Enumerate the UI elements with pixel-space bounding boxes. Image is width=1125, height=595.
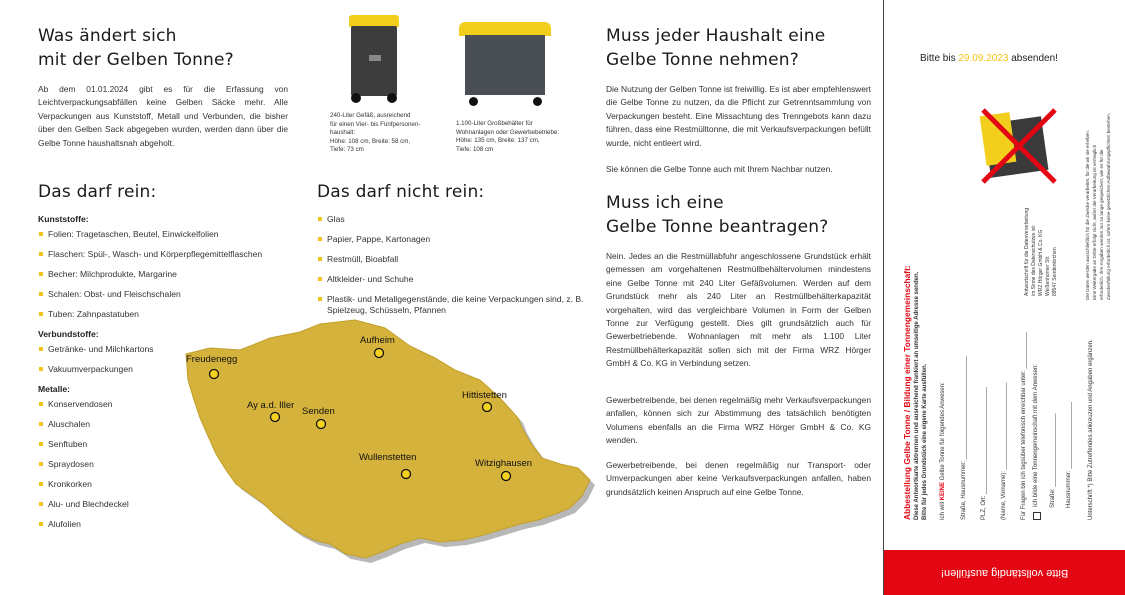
town-label: Witzighausen <box>475 458 533 469</box>
group-title: Kunststoffe: <box>38 214 89 224</box>
bin-240-image <box>345 15 405 105</box>
not-allowed-list <box>317 214 587 325</box>
town-marker <box>271 413 280 422</box>
address-line: WRZ Hörger GmbH & Co. KG <box>1038 229 1044 296</box>
list-item: Becher: Milchprodukte, Margarine <box>38 269 318 280</box>
heading-line: Muss jeder Haushalt eine <box>606 26 826 46</box>
list-item: Glas <box>317 214 587 225</box>
town-label: Wullenstetten <box>359 452 417 463</box>
address-line: im Sinne des Datenschutzes ist: <box>1031 224 1037 296</box>
group-title: Metalle: <box>38 384 70 394</box>
line-prefix: Ich will <box>940 500 947 520</box>
town-marker <box>375 349 384 358</box>
caption-line: Tiefe: 73 cm <box>330 146 364 154</box>
privacy-line: Die Daten werden ausschließlich für die Zwecke verarbeitet, für die wir sie erheben. <box>1085 129 1090 300</box>
address-line: 89547 Sendenkirchen <box>1052 247 1058 296</box>
name-field[interactable]: (Name, Vorname): __________________________ <box>1001 382 1008 520</box>
deadline-date: 29.09.2023 <box>958 53 1009 64</box>
banner-text: Bitte vollständig ausfüllen! <box>941 566 1069 579</box>
q2-paragraph-2: Gewerbetreibende, bei denen regelmäßig mehr Verkaufsverpackungen anfallen, können sich zur Abstimmung des tatsächlich benötigten Volumens ebenfalls an die Firma WRZ Hörger GmbH & Co. KG wenden. <box>606 395 871 446</box>
street2-field[interactable]: Straße: ______________________ <box>1049 413 1056 508</box>
town-marker <box>210 370 219 379</box>
heading-line: mit der Gelben Tonne? <box>38 50 234 70</box>
list-item: Konservendosen <box>38 399 318 410</box>
bin-1100-image <box>455 22 555 107</box>
privacy-line: erforderlich. Ihre Angaben werden nur so lange gespeichert, wie es für die <box>1099 149 1104 300</box>
signature-field[interactable]: Unterschrift *) Bitte Zutreffendes ankreuzen und Angaben ergänzen. <box>1088 339 1095 520</box>
q1-paragraph-2: Sie können die Gelbe Tonne auch mit Ihrem Nachbar nutzen. <box>606 164 833 174</box>
q2-paragraph-3: Gewerbetreibende, bei denen regelmäßig nur Transport- oder Umverpackungen aber keine Verkaufsverpackungen anfallen, haben grundsätzlich keinen Anspruch auf eine Gelbe Tonne. <box>606 460 871 497</box>
section-heading-changes <box>38 24 278 72</box>
not-allowed-heading: Das darf nicht rein: <box>317 182 485 202</box>
list-item: Alu- und Blechdeckel <box>38 499 318 510</box>
plz-field[interactable]: PLZ, Ort: ________________________________ <box>980 387 987 520</box>
form-instruction: Bitte für jedes Grundstück eine eigene Karte ausfüllen. <box>922 363 929 520</box>
form-title: Abbestellung Gelbe Tonne / Bildung einer Tonnengemeinschaft: <box>902 265 912 520</box>
housenumber-field[interactable]: Hausnummer: ____________________ <box>1065 401 1072 508</box>
town-label: Senden <box>302 406 335 417</box>
bin-240-caption <box>330 112 450 155</box>
privacy-block <box>1084 85 1112 300</box>
caption-line: haushalt: <box>330 129 356 137</box>
q2-paragraph-1: Nein. Jedes an die Restmüllabfuhr angeschlossene Grundstück erhält gemessen am vorgehaltenen Restmüllbehältervolumen mindestens eine Gelbe Tonne mit 240 Liter Gefäßvolumen. Werden auf dem Grundstück mehr als 240 Liter an Restmüllbehälterkapazität vorgehalten, wird das vergleichbare Volumen in Form der Gelben Tonne zur Verfügung gestellt. Dies gilt grundsätzlich auch für Gewerbetriebende. Wohnanlagen mit mehr als 1.100 Liter Restmüllbehälterkapazität sollen sich mit der Firma WRZ Hörger GmbH & Co. KG in Verbindung setzen. <box>606 251 871 369</box>
list-item: Schalen: Obst- und Fleischschalen <box>38 289 318 300</box>
town-label: Freudenegg <box>186 354 238 365</box>
q1-paragraph: Die Nutzung der Gelben Tonne ist freiwillig. Es ist aber empfehlenswert die Gelbe Tonne zu nutzen, da die Pflicht zur Getrenntsammlung von Verpackungen besteht. Eine Missachtung des Trenngebots kann dazu führen, dass eine Restmülltonne, die mit Verkaufsverpackungen befüllt wurde, nicht entleert wird. <box>606 84 871 148</box>
list-item: Flaschen: Spül-, Wasch- und Körperpflegemittelflaschen <box>38 249 318 260</box>
region-map <box>170 318 600 563</box>
list-item: Senftuben <box>38 439 318 450</box>
caption-line: Tiefe: 108 cm <box>456 145 494 153</box>
allowed-heading: Das darf rein: <box>38 182 157 202</box>
intro-paragraph: Ab dem 01.01.2024 gibt es für die Erfassung von Leichtverpackungsabfällen keine Gelben Säcke mehr. Alle Verpackungen aus Kunststoff, Metall und Verbunden, die bisher über den Gelben Sack abgegeben wurden, werden dann über die Gelbe Tonne haushaltsnah abgeholt. <box>38 84 288 148</box>
heading-line: Gelbe Tonne nehmen? <box>606 50 799 70</box>
crossed-bin-image <box>979 106 1059 186</box>
caption-line: Höhe: 108 cm, Breite: 58 cm, <box>330 137 411 145</box>
heading-line: Gelbe Tonne beantragen? <box>606 217 829 237</box>
group-title: Verbundstoffe: <box>38 329 99 339</box>
list-item: Plastik- und Metallgegenstände, die keine Verpackungen sind, z. B. Spielzeug, Schüsseln, Pfannen <box>317 294 587 316</box>
caption-line: Wohnanlagen oder Gewerbebetriebe: <box>456 128 560 136</box>
town-marker <box>317 420 326 429</box>
address-line: Antwortschrift für die Datenverarbeitung <box>1024 207 1030 296</box>
caption-line: 240-Liter Gefäß, ausreichend <box>330 112 411 119</box>
community-checkbox[interactable] <box>1033 512 1041 520</box>
bin-1100-caption <box>456 120 586 154</box>
checkbox-label: Ich bilde eine Tonnengemeinschaft mit dem Anwesen: <box>1033 364 1040 507</box>
reply-card <box>883 0 1125 595</box>
fill-in-banner <box>884 550 1125 595</box>
deadline-suffix: absenden! <box>1008 53 1058 64</box>
list-item: Spraydosen <box>38 459 318 470</box>
town-marker <box>483 403 492 412</box>
address-block <box>1024 186 1059 296</box>
list-item: Kronkorken <box>38 479 318 490</box>
heading-line: Was ändert sich <box>38 26 177 46</box>
list-item: Folien: Tragetaschen, Beutel, Einwickelfolien <box>38 229 318 240</box>
privacy-line: Eine Weitergabe an Dritte erfolgt nicht, außer die Verarbeitung ist vertraglich <box>1092 144 1097 300</box>
form-line-keine <box>939 200 947 520</box>
town-label: Ay a.d. Iller <box>247 400 295 411</box>
deadline-text <box>920 53 1058 64</box>
phone-field[interactable]: Für Fragen bin ich tagsüber telefonisch erreichbar unter: ___________ <box>1021 331 1028 520</box>
caption-line: Höhe: 135 cm, Breite: 137 cm, <box>456 137 540 145</box>
street-field[interactable]: Straße, Hausnummer: _______________________________ <box>960 355 967 520</box>
section-heading-apply <box>606 191 856 239</box>
section-heading-mandatory <box>606 24 856 72</box>
town-marker <box>402 470 411 479</box>
town-label: Hittistetten <box>462 390 507 401</box>
town-label: Aufheim <box>360 335 395 346</box>
caption-line: 1.100-Liter Großbehälter für <box>456 120 533 127</box>
list-item: Aluschalen <box>38 419 318 430</box>
heading-line: Muss ich eine <box>606 193 724 213</box>
list-item: Altkleider- und Schuhe <box>317 274 587 285</box>
caption-line: für einen Vier- bis Fünfpersonen- <box>330 120 421 128</box>
list-item: Vakuumverpackungen <box>38 364 318 375</box>
list-item: Getränke- und Milchkartons <box>38 344 318 355</box>
town-marker <box>502 472 511 481</box>
privacy-line: Zweckerfüllung erforderlich ist, sofern keine gesetzlichen Aufbewahrungspflichten bestehen. <box>1106 113 1111 300</box>
cross-icon <box>979 106 1059 186</box>
list-item: Papier, Pappe, Kartonagen <box>317 234 587 245</box>
line-suffix: Gelbe Tonne für folgendes Anwesen: <box>940 382 947 482</box>
deadline-prefix: Bitte bis <box>920 53 959 64</box>
keine-label: KEINE <box>940 481 947 501</box>
form-fields <box>902 200 1095 520</box>
list-item: Alufolien <box>38 519 318 530</box>
list-item: Tuben: Zahnpastatuben <box>38 309 318 320</box>
list-item: Restmüll, Bioabfall <box>317 254 587 265</box>
address-line: Weißenhorner Str. <box>1045 255 1051 296</box>
form-instruction: Diese Antwortkarte abtrennen und ausreichend frankiert an umseitige Adresse senden. <box>914 271 920 520</box>
